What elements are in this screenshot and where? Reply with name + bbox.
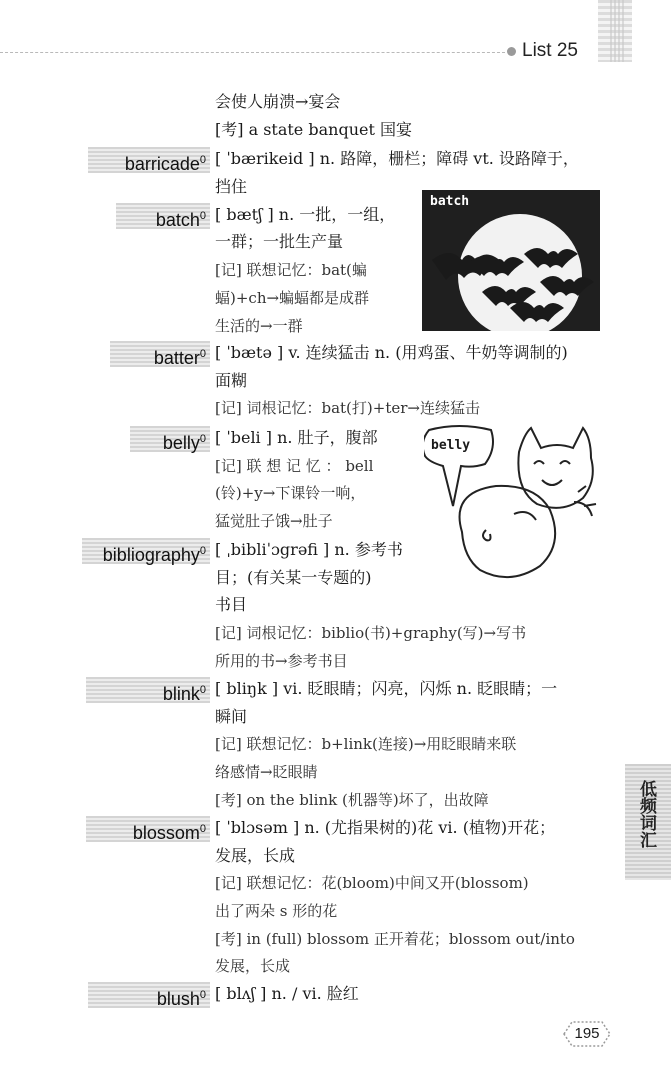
entry-line: [ ˈbætə ] v. 连续猛击 n. (用鸡蛋、牛奶等调制的) <box>215 343 568 362</box>
header-rule <box>0 52 505 53</box>
page-number: 195 <box>574 1025 600 1042</box>
headword-batter: batter$^0$ <box>110 341 210 367</box>
entry-line: [ ˌbibliˈɔgrəfi ] n. 参考书 <box>215 540 403 559</box>
entry-line: [ ˈbærikeid ] n. 路障，栅栏；障碍 vt. 设路障于， <box>215 149 579 168</box>
headword-blush: blush$^0$ <box>88 982 210 1008</box>
entry-line: [考] on the blink (机器等)坏了，出故障 <box>215 791 489 809</box>
entry-line: 猛觉肚子饿→肚子 <box>215 512 333 530</box>
entry-line: [ ˈbeli ] n. 肚子，腹部 <box>215 428 378 447</box>
entry-line: 络感情→眨眼睛 <box>215 763 318 781</box>
entry-line: [记] 联 想 记 忆 ： bell <box>215 457 374 475</box>
entry-line: [记] 词根记忆：bat(打)+ter→连续猛击 <box>215 399 480 417</box>
headword-blossom: blossom$^0$ <box>86 816 210 842</box>
entry-line: 发展，长成 <box>215 957 291 975</box>
headword-barricade: barricade$^0$ <box>88 147 210 173</box>
entry-line: [记] 联想记忆：b+link(连接)→用眨眼睛来联 <box>215 735 517 753</box>
entry-line: [ bætʃ ] n. 一批，一组， <box>215 205 396 224</box>
entry-line: 所用的书→参考书目 <box>215 652 348 670</box>
entry-line: (铃)+y→下课铃一响， <box>215 484 366 502</box>
entry-line: 生活的→一群 <box>215 317 303 335</box>
corner-decoration-lines <box>610 0 624 62</box>
entry-line: 一群；一批生产量 <box>215 232 344 251</box>
entry-line: [ bliŋk ] vi. 眨眼睛；闪亮，闪烁 n. 眨眼睛；一 <box>215 679 558 698</box>
entry-line: [ ˈblɔsəm ] n. (尤指果树的)花 vi. (植物)开花； <box>215 818 556 837</box>
entry-line: [记] 联想记忆：bat(蝙 <box>215 261 367 279</box>
bats-moon-icon <box>422 190 600 331</box>
headword-batch: batch$^0$ <box>116 203 210 229</box>
headword-blink: blink$^0$ <box>86 677 210 703</box>
list-title: List 25 <box>522 40 578 61</box>
section-side-label: 低频词汇 <box>636 780 656 848</box>
headword-belly: belly$^0$ <box>130 426 210 452</box>
belly-illustration-label: belly <box>431 438 471 453</box>
headword-bibliography: bibliography$^0$ <box>82 538 210 564</box>
entry-line: [记] 词根记忆：biblio(书)+graphy(写)→写书 <box>215 624 527 642</box>
entry-line: 书目 <box>215 595 248 614</box>
intro-line: [考] a state banquet 国宴 <box>215 120 412 139</box>
entry-line: 发展，长成 <box>215 846 296 865</box>
intro-line: 会使人崩溃→宴会 <box>215 92 341 111</box>
entry-line: [ blʌʃ ] n. / vi. 脸红 <box>215 984 359 1003</box>
entry-line: 出了两朵 s 形的花 <box>215 902 338 920</box>
entry-line: 瞬间 <box>215 707 248 726</box>
entry-line: 挡住 <box>215 177 248 196</box>
entry-line: 目；(有关某一专题的) <box>215 568 372 587</box>
entry-line: 面糊 <box>215 371 248 390</box>
batch-illustration-label: batch <box>430 194 470 209</box>
entry-line: 蝠)+ch→蝙蝠都是成群 <box>215 289 370 307</box>
entry-line: [记] 联想记忆：花(bloom)中间又开(blossom) <box>215 874 529 892</box>
batch-illustration <box>422 190 600 331</box>
entry-line: [考] in (full) blossom 正开着花；blossom out/into <box>215 930 575 948</box>
header-dot <box>507 47 516 56</box>
